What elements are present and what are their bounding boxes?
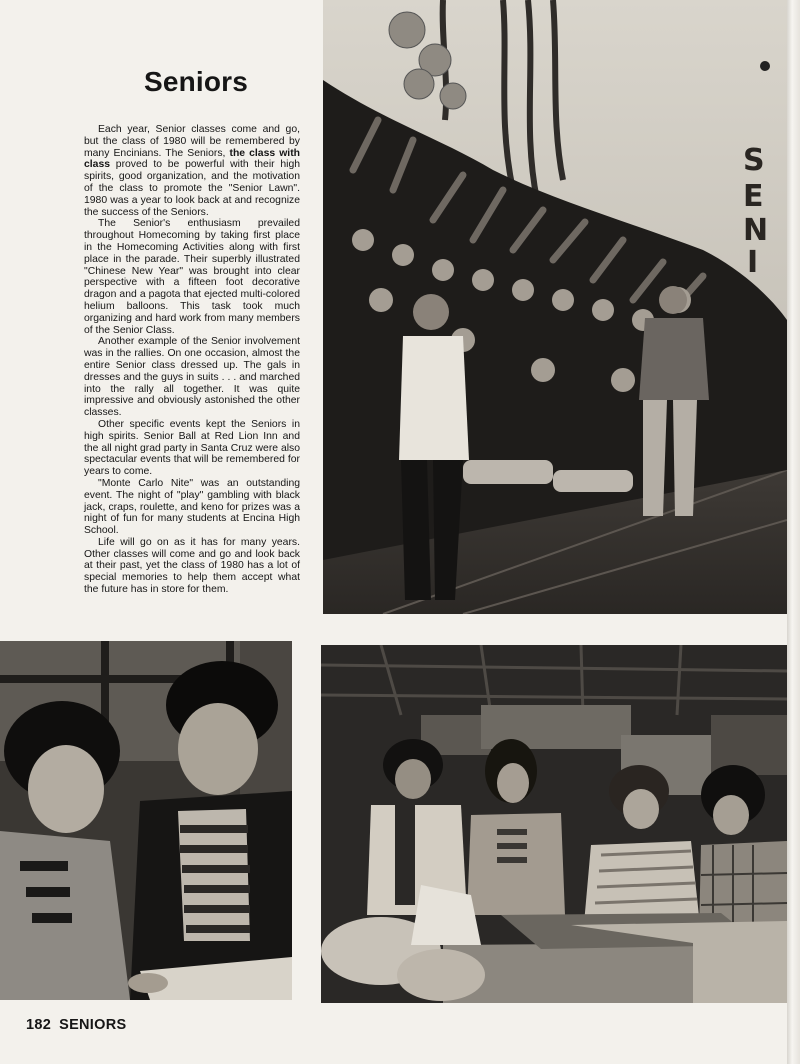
sign-letter: I [747,245,759,280]
article-paragraph: Life will go on as it has for many years. Other classes will come and go and look back at their past, yet the class of 1980 has a lot of special memories to help them accept what the future has in store for them. [84,536,300,596]
rally-photo-illustration [323,0,787,614]
book-spine-edge [787,0,800,1064]
kitchen-photo [321,645,787,1003]
article-paragraph: Other specific events kept the Seniors in high spirits. Senior Ball at Red Lion Inn and the all night grad party in Santa Cruz were also spectacular events that will be remembered for years to come. [84,418,301,478]
article-paragraph: "Monte Carlo Nite" was an outstanding event. The night of "play" gambling with black jack, craps, roulette, and keno for prizes was a night of fun for many students at Encina High School. [84,477,300,537]
sign-letter: N [743,213,769,248]
article-text: Each year, Senior classes come and go, but the class of 1980 will be remembered by many Encinians. The Seniors, [84,124,300,159]
article-body [84,124,300,596]
sign-letter: E [743,179,764,214]
students-photo-illustration [0,641,292,1000]
kitchen-photo-illustration [321,645,787,1003]
page-footer [26,1017,134,1033]
sign-letter: S [743,143,765,178]
article-emphasis: the class with class [84,147,300,171]
section-label: SENIORS [59,1017,127,1033]
article-paragraph: Another example of the Senior involvement was in the rallies. On one occasion, almost the entire Senior class dressed up. The gals in dresses and the guys in suits . . . and marched into the rally all together. It was quite impressive and obviously astonished the other classes. [84,336,300,419]
page-title: Seniors [143,66,249,97]
students-photo [0,641,292,1000]
article-text: proved to be powerful with their high spirits, good organization, and the motivation of the class to promote the "Senior Lawn". 1980 was a year to look back at and recognize the success of the Seniors. [84,159,300,218]
rally-photo [323,0,787,614]
article-paragraph: The Senior's enthusiasm prevailed throughout Homecoming by taking first place in the Homecoming Activities along with first place in the parade. Their superbly illustrated "Chinese New Year" was brought into clear perspective with a fifteen foot decorative dragon and a pagota that ejected multi-colored helium balloons. This task took much organizing and hard work from many members of the Senior Class. [84,218,300,336]
page-number: 182 [26,1017,52,1033]
article-paragraph [84,124,300,218]
